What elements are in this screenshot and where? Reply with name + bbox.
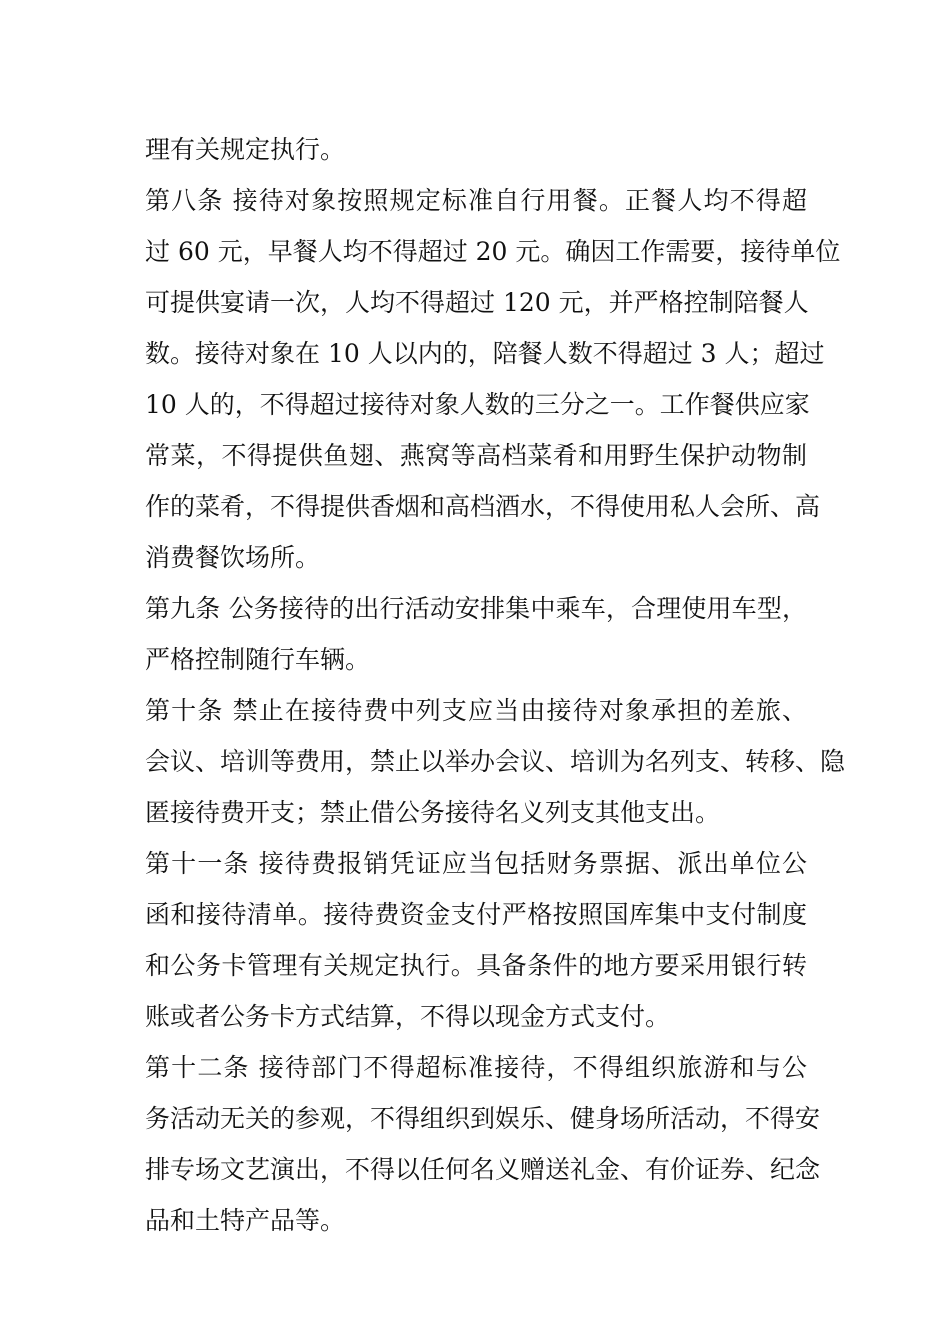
text-line: 第九条 公务接待的出行活动安排集中乘车，合理使用车型， [145, 594, 807, 623]
text-line: 务活动无关的参观，不得组织到娱乐、健身场所活动，不得安 [145, 1104, 821, 1133]
text-line: 过 60 元，早餐人均不得超过 20 元。确因工作需要，接待单位 [145, 237, 841, 266]
text-line: 第八条 接待对象按照规定标准自行用餐。正餐人均不得超 [145, 186, 807, 215]
text-line: 第十条 禁止在接待费中列支应当由接待对象承担的差旅、 [145, 696, 807, 725]
text-line: 排专场文艺演出，不得以任何名义赠送礼金、有价证券、纪念 [145, 1155, 821, 1184]
text-line: 第十一条 接待费报销凭证应当包括财务票据、派出单位公 [145, 849, 807, 878]
text-line: 理有关规定执行。 [145, 135, 346, 164]
text-line: 常菜，不得提供鱼翅、燕窝等高档菜肴和用野生保护动物制 [145, 441, 807, 470]
text-line: 匿接待费开支；禁止借公务接待名义列支其他支出。 [145, 798, 721, 827]
text-line: 严格控制随行车辆。 [145, 645, 371, 674]
text-line: 会议、培训等费用，禁止以举办会议、培训为名列支、转移、隐 [145, 747, 846, 776]
document-body [145, 124, 846, 1246]
text-line: 作的菜肴，不得提供香烟和高档酒水，不得使用私人会所、高 [145, 492, 821, 521]
text-line: 可提供宴请一次，人均不得超过 120 元，并严格控制陪餐人 [145, 288, 809, 317]
text-line: 数。接待对象在 10 人以内的，陪餐人数不得超过 3 人；超过 [145, 339, 825, 368]
text-line: 函和接待清单。接待费资金支付严格按照国库集中支付制度 [145, 900, 807, 929]
text-line: 和公务卡管理有关规定执行。具备条件的地方要采用银行转 [145, 951, 807, 980]
text-line: 消费餐饮场所。 [145, 543, 321, 572]
text-line: 账或者公务卡方式结算，不得以现金方式支付。 [145, 1002, 671, 1031]
text-line: 品和土特产品等。 [145, 1206, 346, 1235]
text-line: 第十二条 接待部门不得超标准接待，不得组织旅游和与公 [145, 1053, 807, 1082]
text-line: 10 人的，不得超过接待对象人数的三分之一。工作餐供应家 [145, 390, 810, 419]
